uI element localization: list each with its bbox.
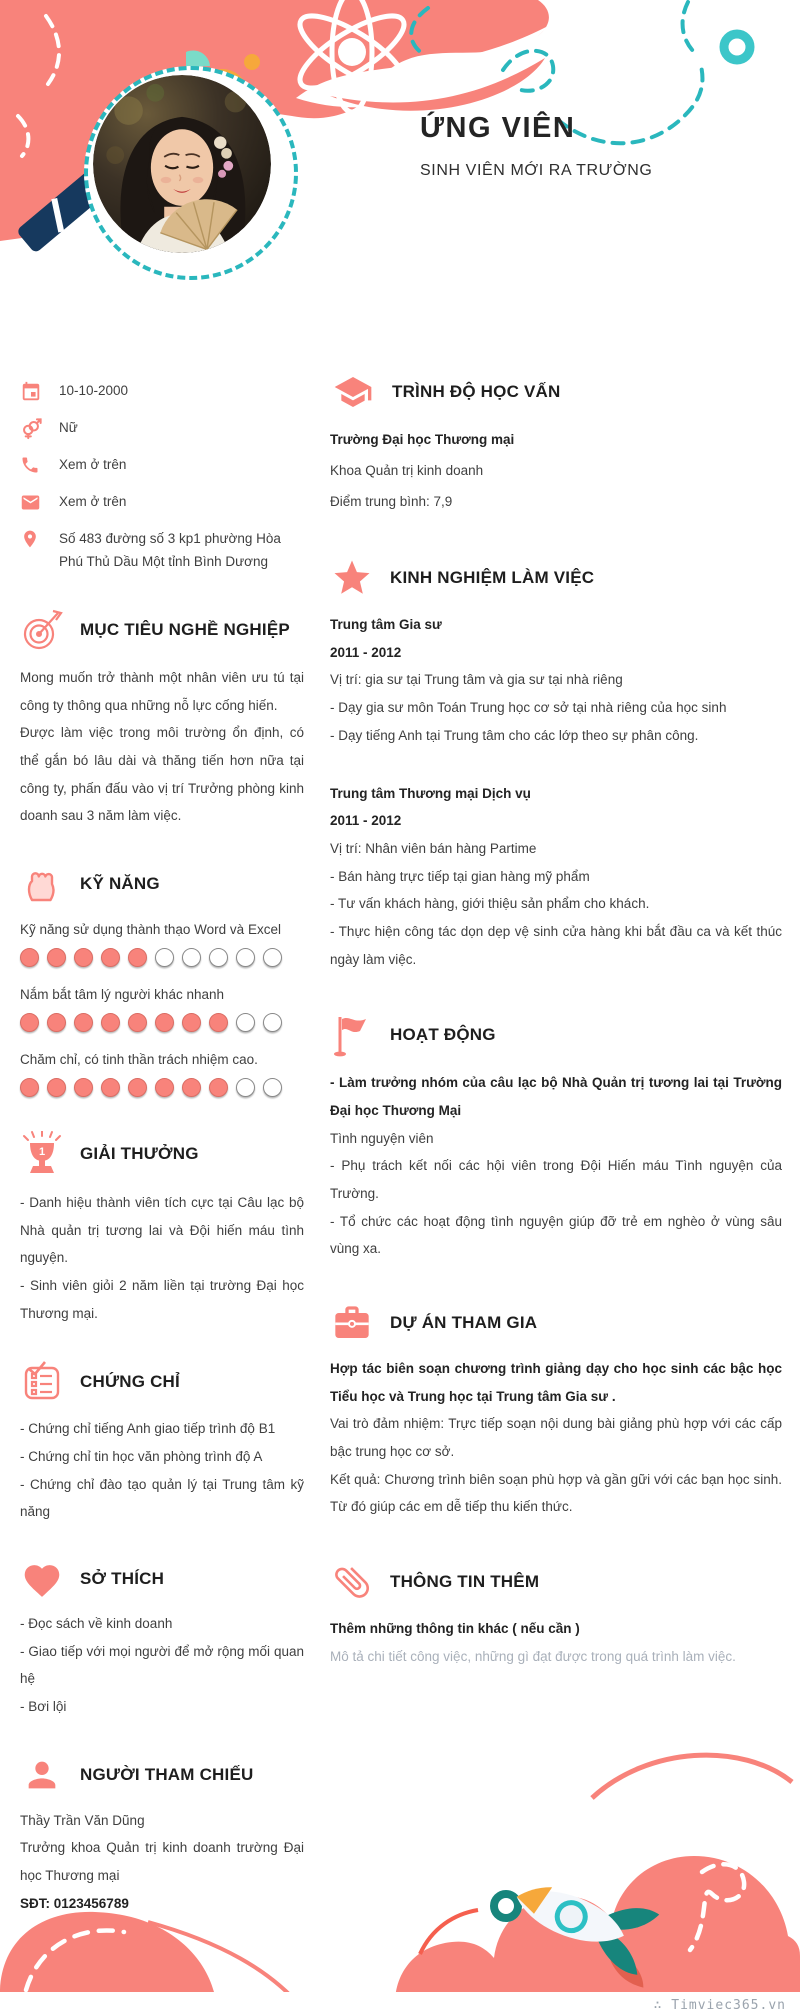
section-title: CHỨNG CHỈ <box>80 1372 180 1392</box>
section-title: TRÌNH ĐỘ HỌC VẤN <box>392 382 561 401</box>
education-school: Trường Đại học Thương mại <box>330 432 515 447</box>
star-icon <box>330 557 374 599</box>
objective-text-2: Được làm việc trong môi trường ổn định, có thể gắn bó lâu dài và thăng tiến hơn nữa tại công ty, phấn đấu vào vị trí Trưởng phòng kinh doanh sau 3 năm làm việc. <box>20 725 304 824</box>
skill-dot <box>101 1078 120 1097</box>
flag-icon <box>330 1013 374 1057</box>
briefcase-icon <box>330 1303 374 1343</box>
section-title: MỤC TIÊU NGHỀ NGHIỆP <box>80 619 290 639</box>
project-line: Kết quả: Chương trình biên soạn phù hợp và gần gữi với các bạn học sinh. Từ đó giúp các em dễ tiếp thu kiến thức. <box>330 1471 782 1515</box>
skill-dot <box>47 1013 66 1032</box>
skill-rating <box>20 1013 304 1032</box>
section-skills <box>20 864 304 904</box>
reference-phone: SĐT: 0123456789 <box>20 1895 129 1911</box>
skill-dot <box>182 948 201 967</box>
profile-photo <box>84 66 298 280</box>
reference-name: Thầy Trần Văn Dũng <box>20 1812 145 1828</box>
activities-lead: - Làm trưởng nhóm của câu lạc bộ Nhà Quản trị tương lai tại Trường Đại học Thương Mại <box>330 1075 782 1118</box>
section-awards <box>20 1131 304 1177</box>
skill-dot <box>209 1078 228 1097</box>
skill-dot <box>236 1078 255 1097</box>
experience-job <box>330 611 782 749</box>
svg-text:1: 1 <box>38 1145 46 1158</box>
award-item: - Sinh viên giỏi 2 năm liền tại trường Đại học Thương mại. <box>20 1277 304 1321</box>
candidate-title: ỨNG VIÊN <box>420 112 576 144</box>
education-gpa: Điểm trung bình: 7,9 <box>330 494 453 510</box>
education-faculty: Khoa Quản trị kinh doanh <box>330 463 484 479</box>
info-gender <box>20 417 304 440</box>
skill-label: Nắm bắt tâm lý người khác nhanh <box>20 986 224 1002</box>
coral-arc-right <box>592 1755 792 1798</box>
skill-label: Chăm chỉ, có tinh thần trách nhiệm cao. <box>20 1051 258 1067</box>
section-title: HOẠT ĐỘNG <box>390 1025 496 1045</box>
trophy-icon <box>20 1131 64 1177</box>
skill-dot <box>182 1013 201 1032</box>
job-period: 2011 - 2012 <box>330 644 402 660</box>
skill-dot <box>128 1013 147 1032</box>
section-hobbies <box>20 1560 304 1598</box>
section-title: KỸ NĂNG <box>80 873 160 893</box>
skill-dot <box>263 1078 282 1097</box>
skill-dot <box>20 948 39 967</box>
section-activities <box>330 1013 782 1057</box>
skill-dot <box>263 948 282 967</box>
skill-dot <box>101 1013 120 1032</box>
skill-dot <box>47 948 66 967</box>
activity-line: - Phụ trách kết nối các hội viên trong Đội Hiến máu Tình nguyện của Trường. <box>330 1158 782 1201</box>
email-value: Xem ở trên <box>59 494 127 509</box>
section-title: GIẢI THƯỞNG <box>80 1143 199 1163</box>
additional-placeholder: Mô tả chi tiết công việc, những gì đạt được trong quá trình làm việc. <box>330 1648 736 1664</box>
reference-position: Trưởng khoa Quản trị kinh doanh trường Đại học Thương mại <box>20 1840 304 1883</box>
section-certificates <box>20 1361 304 1403</box>
experience-job <box>330 780 782 974</box>
skill-dot <box>236 948 255 967</box>
skill-dot <box>209 1013 228 1032</box>
hobby-item: - Đọc sách về kinh doanh <box>20 1615 173 1631</box>
skill-dot <box>182 1078 201 1097</box>
section-additional <box>330 1561 782 1603</box>
teal-donut-small <box>494 1894 518 1918</box>
skill-rating <box>20 948 304 967</box>
certificate-item: - Chứng chỉ tin học văn phòng trình độ A <box>20 1448 263 1464</box>
award-item: - Danh hiệu thành viên tích cực tại Câu lạc bộ Nhà quản trị tương lai và Đội hiến máu tình nguyện. <box>20 1194 304 1266</box>
checklist-icon <box>20 1361 64 1403</box>
skill-dot <box>128 1078 147 1097</box>
job-details <box>330 666 782 749</box>
job-detail-line: - Thực hiện công tác dọn dẹp vệ sinh cửa hàng khi bắt đầu ca và kết thúc ngày làm việc. <box>330 923 782 967</box>
skill-dot <box>155 948 174 967</box>
phone-icon <box>20 455 42 477</box>
job-company: Trung tâm Thương mại Dịch vụ <box>330 785 531 801</box>
skill-dot <box>101 948 120 967</box>
section-education <box>330 372 782 412</box>
job-details <box>330 835 782 973</box>
gender-icon <box>20 418 42 440</box>
hobby-item: - Giao tiếp với mọi người để mở rộng mối quan hệ <box>20 1643 304 1687</box>
paperclip-icon <box>330 1561 374 1603</box>
objective-text-1: Mong muốn trở thành một nhân viên ưu tú tại công ty thông qua những nỗ lực cống hiến. <box>20 669 304 713</box>
job-period: 2011 - 2012 <box>330 813 402 829</box>
section-title: KINH NGHIỆM LÀM VIỆC <box>390 568 595 588</box>
skill-dot <box>74 1013 93 1032</box>
map-pin-icon <box>20 529 42 551</box>
activity-line: - Tổ chức các hoạt động tình nguyện giúp đỡ trẻ em nghèo ở vùng sâu vùng xa. <box>330 1213 782 1257</box>
skill-dot <box>236 1013 255 1032</box>
section-objective <box>20 608 304 652</box>
portrait-illustration <box>93 75 271 253</box>
calendar-icon <box>20 381 42 403</box>
envelope-icon <box>20 492 42 514</box>
info-phone <box>20 454 304 477</box>
project-line: Vai trò đảm nhiệm: Trực tiếp soạn nội dung bài giảng phù hợp với các cấp bậc trung học cơ sở. <box>330 1416 782 1459</box>
coral-blob-left <box>0 1912 214 2006</box>
info-email <box>20 491 304 514</box>
section-experience <box>330 557 782 599</box>
skill-rating <box>20 1078 304 1097</box>
skill-dot <box>209 948 228 967</box>
fist-icon <box>20 864 64 904</box>
target-icon <box>20 608 64 652</box>
projects-lead: Hợp tác biên soạn chương trình giảng dạy cho học sinh các bậc học Tiểu học và Trung học tại Trung tâm Gia sư . <box>330 1360 782 1404</box>
projects-details <box>330 1410 782 1521</box>
activities-details <box>330 1125 782 1263</box>
skill-dot <box>263 1013 282 1032</box>
additional-lead: Thêm những thông tin khác ( nếu cần ) <box>330 1620 580 1636</box>
section-projects <box>330 1303 782 1343</box>
skill-dot <box>20 1078 39 1097</box>
job-detail-line: Vị trí: gia sư tại Trung tâm và gia sư tại nhà riêng <box>330 672 623 688</box>
heart-icon <box>20 1560 64 1598</box>
teal-donut <box>724 34 750 60</box>
section-title: THÔNG TIN THÊM <box>390 1571 540 1591</box>
job-detail-line: - Bán hàng trực tiếp tại gian hàng mỹ phẩm <box>330 868 590 884</box>
job-detail-line: - Tư vấn khách hàng, giới thiệu sản phẩm cho khách. <box>330 896 650 912</box>
job-detail-line: - Dạy gia sư môn Toán Trung học cơ sở tại nhà riêng của học sinh <box>330 700 727 716</box>
skill-dot <box>155 1078 174 1097</box>
certificate-item: - Chứng chỉ tiếng Anh giao tiếp trình độ B1 <box>20 1421 276 1437</box>
footer-illustration <box>0 1686 800 2016</box>
candidate-subtitle: SINH VIÊN MỚI RA TRƯỜNG <box>420 162 653 179</box>
skill-dot <box>128 948 147 967</box>
certificate-item: - Chứng chỉ đào tạo quản lý tại Trung tâm kỹ năng <box>20 1476 304 1520</box>
job-detail-line: - Dạy tiếng Anh tại Trung tâm cho các lớp theo sự phân công. <box>330 727 699 743</box>
address-value: Số 483 đường số 3 kp1 phường Hòa Phú Thủ Dầu Một tỉnh Bình Dương <box>59 531 281 569</box>
skill-dot <box>74 1078 93 1097</box>
right-column <box>330 372 782 1670</box>
gender-value: Nữ <box>59 420 78 435</box>
section-title: SỞ THÍCH <box>80 1568 165 1588</box>
watermark: ∴ Timviec365.vn <box>653 1998 786 2013</box>
skill-dot <box>47 1078 66 1097</box>
activity-line: Tình nguyện viên <box>330 1130 434 1146</box>
skill-dot <box>155 1013 174 1032</box>
skill-label: Kỹ năng sử dụng thành thạo Word và Excel <box>20 921 281 937</box>
section-title: NGƯỜI THAM CHIẾU <box>80 1764 254 1784</box>
job-company: Trung tâm Gia sư <box>330 617 442 633</box>
birthday-value: 10-10-2000 <box>59 383 129 398</box>
section-title: DỰ ÁN THAM GIA <box>390 1312 538 1332</box>
headline-block <box>420 112 652 180</box>
skill-dot <box>74 948 93 967</box>
info-birthday <box>20 380 304 403</box>
info-address <box>20 528 304 574</box>
hobby-item: - Bơi lội <box>20 1698 67 1714</box>
phone-value: Xem ở trên <box>59 457 127 472</box>
job-detail-line: Vị trí: Nhân viên bán hàng Partime <box>330 840 537 856</box>
graduation-cap-icon <box>330 372 376 412</box>
skill-dot <box>20 1013 39 1032</box>
